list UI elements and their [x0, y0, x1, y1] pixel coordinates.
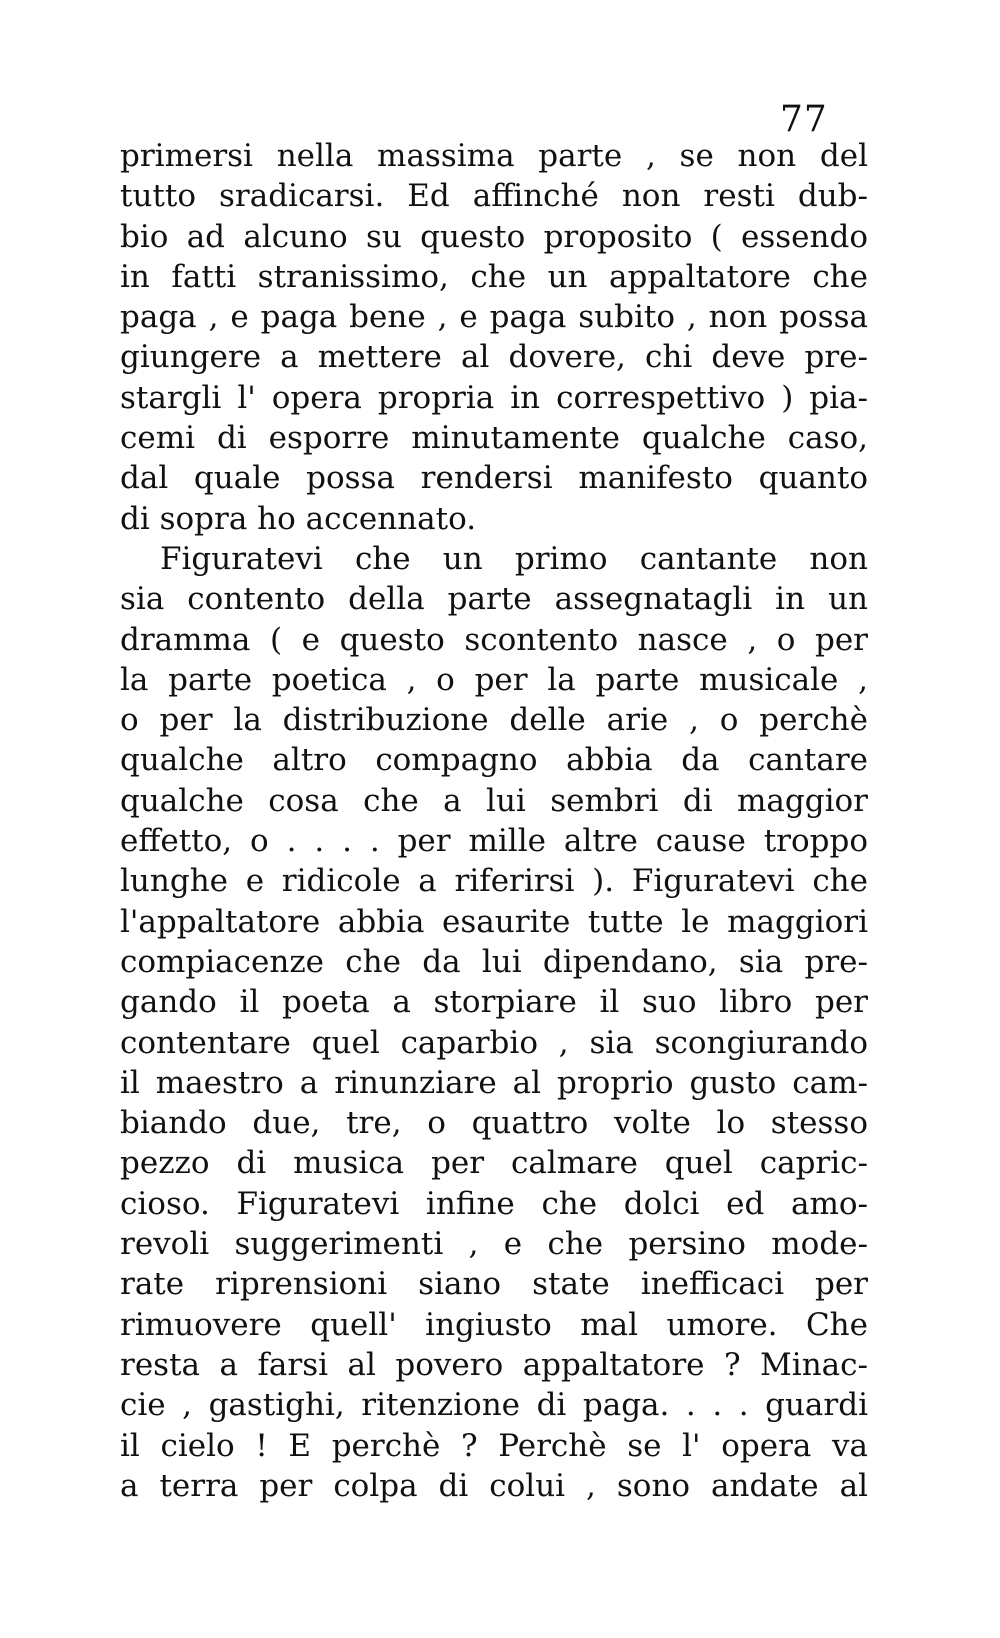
- text-line: rimuovere quell' ingiusto mal umore. Che: [120, 1306, 868, 1343]
- page-number: 77: [780, 99, 828, 140]
- text-line: pezzo di musica per calmare quel capric-: [120, 1145, 868, 1182]
- text-line: il cielo ! E perchè ? Perchè se l' opera va: [120, 1427, 868, 1464]
- text-line: rate riprensioni siano state inefficaci per: [120, 1266, 868, 1303]
- text-line: il maestro a rinunziare al proprio gusto cam-: [120, 1064, 868, 1101]
- text-line: compiacenze che da lui dipendano, sia pre-: [120, 943, 868, 980]
- text-line: l'appaltatore abbia esaurite tutte le maggiori: [120, 903, 868, 940]
- text-line: resta a farsi al povero appaltatore ? Minac-: [120, 1346, 868, 1383]
- text-line: primersi nella massima parte , se non del: [120, 138, 868, 174]
- text-line: dramma ( e questo scontento nasce , o per: [120, 621, 868, 658]
- text-line: cie , gastighi, ritenzione di paga. . . . guardi: [120, 1387, 868, 1424]
- text-line: giungere a mettere al dovere, chi deve pre-: [120, 339, 868, 376]
- text-line: a terra per colpa di colui , sono andate al: [120, 1467, 868, 1504]
- text-line: la parte poetica , o per la parte musicale ,: [120, 661, 868, 698]
- text-line: dal quale possa rendersi manifesto quanto: [120, 460, 868, 497]
- text-line: qualche cosa che a lui sembri di maggior: [120, 782, 868, 819]
- text-line: cioso. Figuratevi infine che dolci ed amo-: [120, 1185, 868, 1222]
- text-line: cemi di esporre minutamente qualche caso,: [120, 420, 868, 457]
- text-line: qualche altro compagno abbia da cantare: [120, 742, 868, 779]
- text-line: gando il poeta a storpiare il suo libro per: [120, 984, 868, 1021]
- paragraph-end-line: di sopra ho accennato.: [120, 500, 477, 537]
- text-line: lunghe e ridicole a riferirsi ). Figuratevi che: [120, 863, 868, 900]
- text-line: in fatti stranissimo, che un appaltatore che: [120, 258, 868, 295]
- text-line: sia contento della parte assegnatagli in un: [120, 581, 868, 618]
- body-text: [120, 136, 868, 1506]
- text-line: effetto, o . . . . per mille altre cause troppo: [120, 823, 868, 860]
- text-line: contentare quel caparbio , sia scongiurando: [120, 1024, 868, 1061]
- text-line: tutto sradicarsi. Ed affinché non resti dub-: [120, 178, 868, 215]
- text-line: bio ad alcuno su questo proposito ( essendo: [120, 218, 868, 255]
- text-line: revoli suggerimenti , e che persino mode-: [120, 1226, 868, 1263]
- text-line: biando due, tre, o quattro volte lo stesso: [120, 1105, 868, 1142]
- text-line: o per la distribuzione delle arie , o perchè: [120, 702, 868, 739]
- text-line: stargli l' opera propria in correspettivo ) pia-: [120, 379, 868, 416]
- paragraph-start-line: Figuratevi che un primo cantante non: [160, 540, 868, 577]
- text-line: paga , e paga bene , e paga subito , non possa: [120, 299, 868, 336]
